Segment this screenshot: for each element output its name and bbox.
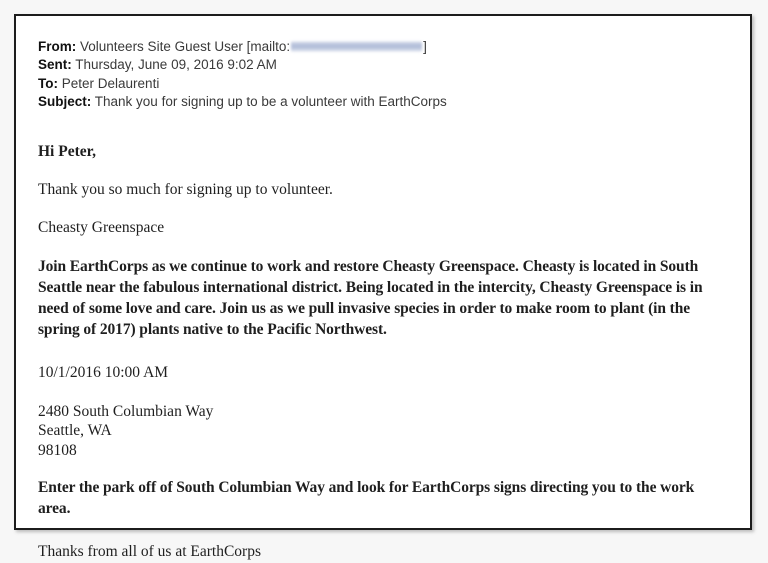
subject-label: Subject: xyxy=(38,94,92,110)
signoff-line: Thanks from all of us at EarthCorps xyxy=(38,542,261,560)
sent-value: Thursday, June 09, 2016 9:02 AM xyxy=(75,57,277,73)
sent-label: Sent: xyxy=(38,57,72,73)
header-row-subject xyxy=(38,93,738,111)
header-row-to xyxy=(38,75,738,93)
header-row-from xyxy=(38,38,738,56)
directions-text: Enter the park off of South Columbian Way and look for EarthCorps signs directing you to the work area. xyxy=(38,479,695,518)
thanks-line: Thank you so much for signing up to volunteer. xyxy=(38,180,333,198)
email-page-frame xyxy=(14,14,752,560)
email-content xyxy=(38,38,738,560)
address-city-state: Seattle, WA xyxy=(38,422,112,440)
event-description: Join EarthCorps as we continue to work and restore Cheasty Greenspace. Cheasty is located in South Seattle near the fabulous international district. Being located in the intercity, Cheasty Greenspace is in need of some love and care. Join us as we pull invasive species in order to make room to plant (in the spring of 2017) plants native to the Pacific Northwest. xyxy=(38,258,703,339)
event-address xyxy=(38,402,738,460)
mailto-close-bracket: ] xyxy=(423,39,427,54)
from-value: Volunteers Site Guest User xyxy=(80,39,243,54)
header-row-sent xyxy=(38,56,738,74)
email-message-body xyxy=(38,142,738,563)
to-value: Peter Delaurenti xyxy=(61,75,160,91)
event-title: Cheasty Greenspace xyxy=(38,219,165,237)
from-label: From: xyxy=(38,39,77,54)
greeting-line: Hi Peter, xyxy=(38,142,96,160)
event-datetime: 10/1/2016 10:00 AM xyxy=(38,364,169,382)
to-label: To: xyxy=(38,75,58,91)
email-header xyxy=(38,38,738,112)
subject-value: Thank you for signing up to be a volunteer with EarthCorps xyxy=(94,94,447,110)
mailto-open-bracket: [mailto: xyxy=(246,39,291,54)
address-zip: 98108 xyxy=(38,441,77,459)
redacted-email-address xyxy=(291,41,422,52)
address-street: 2480 South Columbian Way xyxy=(38,403,214,420)
